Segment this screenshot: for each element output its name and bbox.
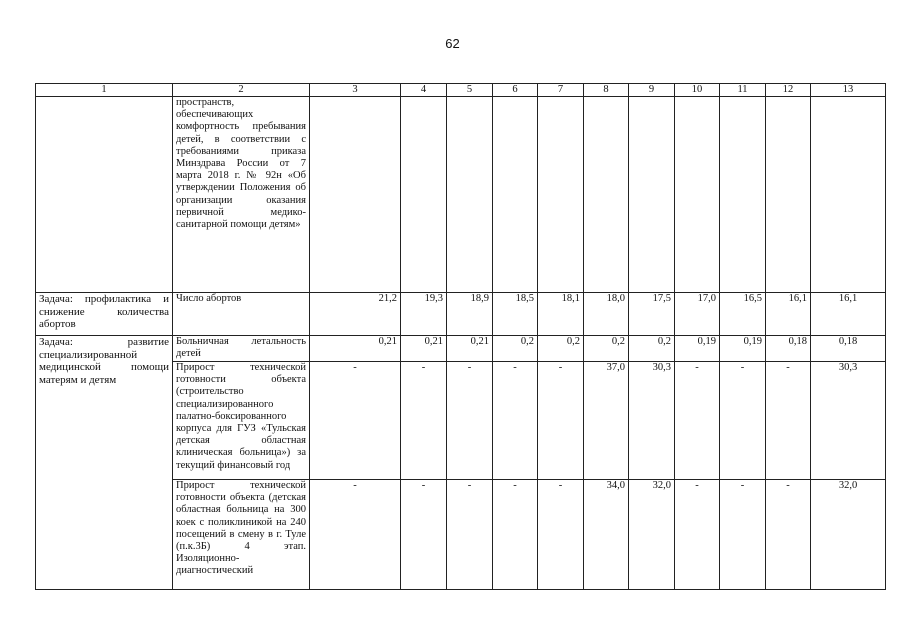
value-cell: - — [675, 362, 720, 480]
value-cell: - — [720, 480, 766, 590]
indicator-cell: Прирост технической готовности объекта (детская областная больница на 300 коек с поликлиникой на 240 посещений в смену в г. Туле (п.к.3Б) 4 этап. Изоляционно-диагностический — [173, 480, 310, 590]
value-cell: 0,2 — [493, 336, 538, 362]
column-header: 8 — [584, 84, 629, 97]
value-cell: - — [401, 362, 447, 480]
value-cell — [401, 97, 447, 293]
value-cell — [538, 97, 584, 293]
value-cell: 0,2 — [584, 336, 629, 362]
indicator-cell: Число абортов — [173, 293, 310, 336]
value-cell: - — [766, 362, 811, 480]
column-header: 7 — [538, 84, 584, 97]
value-cell — [493, 97, 538, 293]
value-cell: 0,21 — [447, 336, 493, 362]
value-cell: 0,18 — [766, 336, 811, 362]
task-cell — [36, 97, 173, 293]
value-cell: 32,0 — [629, 480, 675, 590]
indicator-cell: Прирост технической готовности объекта (строительство специализированного палатно-боксированного корпуса для ГУЗ «Тульская детская областная клиническая больница») за текущий финансовый год — [173, 362, 310, 480]
value-cell — [310, 97, 401, 293]
value-cell — [766, 97, 811, 293]
value-cell: 30,3 — [629, 362, 675, 480]
column-header: 12 — [766, 84, 811, 97]
value-cell: - — [766, 480, 811, 590]
value-cell: 16,5 — [720, 293, 766, 336]
value-cell: 18,9 — [447, 293, 493, 336]
task-cell: Задача: развитие специализированной медицинской помощи матерям и детям — [36, 336, 173, 590]
indicator-cell: Больничная летальность детей — [173, 336, 310, 362]
value-cell — [811, 97, 886, 293]
value-cell: 34,0 — [584, 480, 629, 590]
column-header: 2 — [173, 84, 310, 97]
value-cell: 16,1 — [811, 293, 886, 336]
column-header: 6 — [493, 84, 538, 97]
column-number-header — [36, 84, 886, 97]
value-cell — [584, 97, 629, 293]
value-cell: 0,19 — [720, 336, 766, 362]
value-cell: - — [310, 362, 401, 480]
column-header: 11 — [720, 84, 766, 97]
indicator-cell: пространств, обеспечивающих комфортность пребывания детей, в соответствии с требованиями приказа Минздрава России от 7 марта 2018 г. № 92н «Об утверждении Положения об организации оказания первичной медико-санитарной помощи детям» — [173, 97, 310, 293]
value-cell: - — [447, 480, 493, 590]
indicators-table — [35, 83, 886, 590]
value-cell: 19,3 — [401, 293, 447, 336]
value-cell — [447, 97, 493, 293]
value-cell — [720, 97, 766, 293]
value-cell: 17,5 — [629, 293, 675, 336]
value-cell: 18,1 — [538, 293, 584, 336]
value-cell: - — [493, 480, 538, 590]
value-cell: 0,2 — [629, 336, 675, 362]
value-cell: 18,0 — [584, 293, 629, 336]
value-cell: - — [447, 362, 493, 480]
value-cell: 32,0 — [811, 480, 886, 590]
column-header: 1 — [36, 84, 173, 97]
value-cell: 0,19 — [675, 336, 720, 362]
column-header: 13 — [811, 84, 886, 97]
value-cell: 30,3 — [811, 362, 886, 480]
value-cell: 0,18 — [811, 336, 886, 362]
value-cell: - — [493, 362, 538, 480]
column-header: 5 — [447, 84, 493, 97]
column-header: 3 — [310, 84, 401, 97]
value-cell: 37,0 — [584, 362, 629, 480]
value-cell: - — [310, 480, 401, 590]
page-number: 62 — [445, 36, 460, 51]
value-cell — [675, 97, 720, 293]
value-cell: 0,21 — [310, 336, 401, 362]
value-cell: 16,1 — [766, 293, 811, 336]
value-cell: 0,21 — [401, 336, 447, 362]
table-row — [36, 336, 886, 362]
value-cell: 21,2 — [310, 293, 401, 336]
value-cell: - — [401, 480, 447, 590]
value-cell: 17,0 — [675, 293, 720, 336]
value-cell: - — [675, 480, 720, 590]
value-cell — [629, 97, 675, 293]
table-row — [36, 293, 886, 336]
value-cell: - — [538, 362, 584, 480]
column-header: 10 — [675, 84, 720, 97]
task-cell: Задача: профилактика и снижение количества абортов — [36, 293, 173, 336]
value-cell: 0,2 — [538, 336, 584, 362]
column-header: 4 — [401, 84, 447, 97]
value-cell: - — [538, 480, 584, 590]
value-cell: 18,5 — [493, 293, 538, 336]
column-header: 9 — [629, 84, 675, 97]
table-row — [36, 97, 886, 293]
value-cell: - — [720, 362, 766, 480]
